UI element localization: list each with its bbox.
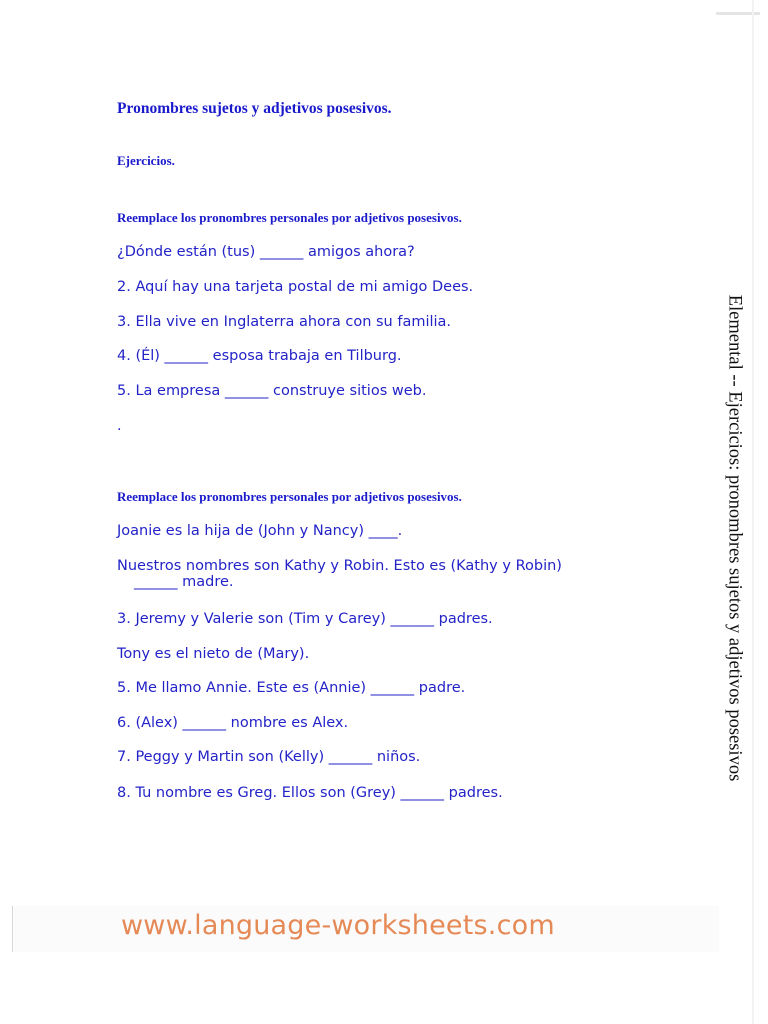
- exercise-item: 4. (Él) ______ esposa trabaja en Tilburg.: [117, 348, 402, 364]
- exercise-item-continuation: ______ madre.: [134, 574, 234, 590]
- page-edge-shadow: [752, 0, 754, 1024]
- exercise-item: [117, 558, 562, 590]
- exercise-item: 5. Me llamo Annie. Este es (Annie) ______ padre.: [117, 680, 466, 696]
- exercise-item: 3. Jeremy y Valerie son (Tim y Carey) ______ padres.: [117, 611, 493, 627]
- exercise-item: Joanie es la hija de (John y Nancy) ____.: [117, 523, 403, 539]
- exercise-item: 5. La empresa ______ construye sitios web.: [117, 383, 427, 399]
- section-1-instruction: Reemplace los pronombres personales por adjetivos posesivos.: [117, 210, 462, 225]
- worksheet-title: Pronombres sujetos y adjetivos posesivos.: [117, 100, 392, 117]
- exercise-item: 8. Tu nombre es Greg. Ellos son (Grey) ______ padres.: [117, 785, 503, 801]
- worksheet-subtitle: Ejercicios.: [117, 153, 175, 168]
- exercise-item: 2. Aquí hay una tarjeta postal de mi amigo Dees.: [117, 279, 474, 295]
- exercise-item: .: [117, 418, 122, 434]
- side-title: Elemental -- Ejercicios: pronombres sujetos y adjetivos posesivos: [724, 294, 745, 782]
- exercise-item: 7. Peggy y Martin son (Kelly) ______ niños.: [117, 749, 421, 765]
- exercise-item: 3. Ella vive en Inglaterra ahora con su familia.: [117, 314, 452, 330]
- exercise-item-line: Nuestros nombres son Kathy y Robin. Esto es (Kathy y Robin): [117, 558, 562, 574]
- section-2-instruction: Reemplace los pronombres personales por adjetivos posesivos.: [117, 489, 462, 504]
- exercise-item: Tony es el nieto de (Mary).: [117, 646, 310, 662]
- footer-url: www.language-worksheets.com: [121, 910, 555, 941]
- exercise-item: ¿Dónde están (tus) ______ amigos ahora?: [117, 244, 415, 260]
- exercise-item: 6. (Alex) ______ nombre es Alex.: [117, 715, 349, 731]
